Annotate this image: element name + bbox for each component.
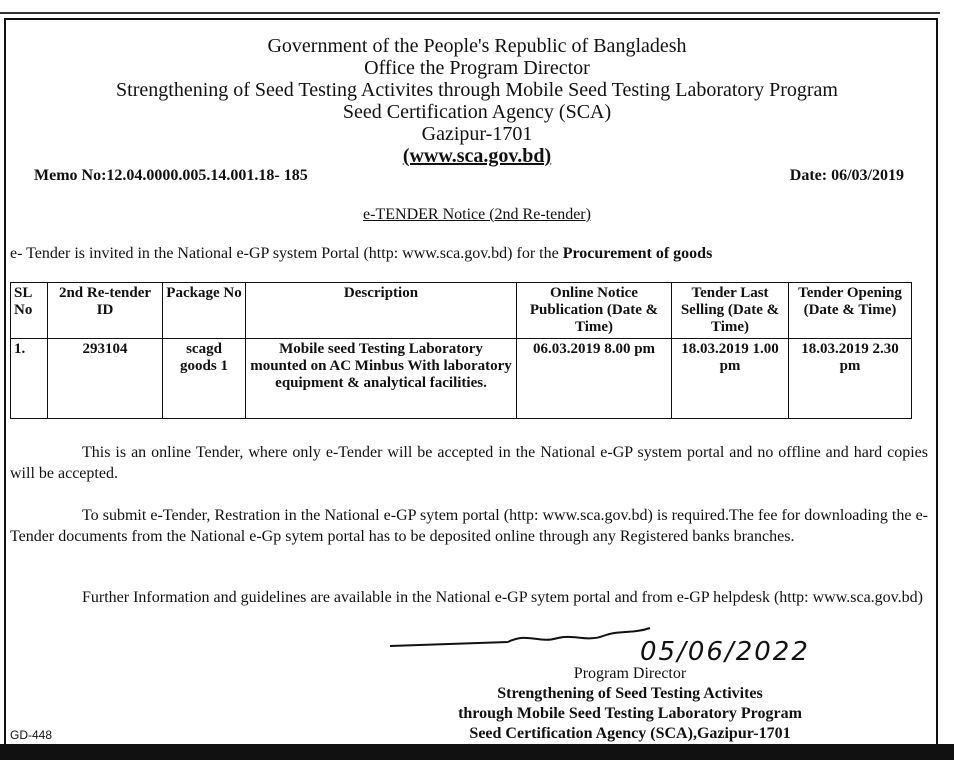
cell-opening: 18.03.2019 2.30 pm — [789, 339, 912, 419]
col-package: Package No — [163, 283, 246, 339]
top-rule — [0, 12, 940, 14]
table-row — [11, 339, 912, 419]
header-line-5: Gazipur-1701 — [421, 123, 533, 145]
cell-last-selling: 18.03.2019 1.00 pm — [672, 339, 789, 419]
signature-line-4: Seed Certification Agency (SCA),Gazipur-1701 — [469, 725, 791, 742]
header-line-4: Seed Certification Agency (SCA) — [342, 101, 612, 123]
bottom-bar — [0, 744, 954, 760]
col-description: Description — [246, 283, 517, 339]
header-line-2: Office the Program Director — [364, 57, 590, 79]
notice-title: e-TENDER Notice (2nd Re-tender) — [363, 206, 591, 223]
memo-number: Memo No:12.04.0000.005.14.001.18- 185 — [34, 167, 308, 184]
header-line-1: Government of the People's Republic of Bangladesh — [267, 35, 687, 57]
intro-text — [10, 245, 712, 263]
paragraph-1 — [10, 442, 928, 484]
paragraph-3-text: Further Information and guidelines are available in the National e-GP sytem portal and from e-GP helpdesk (http: www.sca.gov.bd) — [82, 589, 923, 606]
signature-title: Program Director — [573, 665, 687, 682]
col-id: 2nd Re-tender ID — [48, 283, 163, 339]
tender-table — [10, 282, 912, 419]
intro-bold: Procurement of goods — [562, 245, 713, 262]
paragraph-3 — [10, 587, 928, 608]
table-header-row — [11, 283, 912, 339]
col-last-selling: Tender Last Selling (Date & Time) — [672, 283, 789, 339]
header-website: (www.sca.gov.bd) — [402, 145, 552, 167]
cell-publication: 06.03.2019 8.00 pm — [517, 339, 672, 419]
memo-date: Date: 06/03/2019 — [789, 167, 904, 184]
cell-id: 293104 — [48, 339, 163, 419]
cell-package: scagd goods 1 — [163, 339, 246, 419]
intro-normal: e- Tender is invited in the National e-GP system Portal (http: www.sca.gov.bd) for the — [10, 245, 559, 262]
handwritten-date: 05/06/2022 — [640, 637, 810, 667]
signature-scribble — [388, 622, 668, 658]
col-publication: Online Notice Publication (Date & Time) — [517, 283, 672, 339]
signature-line-2: Strengthening of Seed Testing Activites — [497, 685, 763, 702]
cell-description: Mobile seed Testing Laboratory mounted on AC Minbus With laboratory equipment & analytical facilities. — [246, 339, 517, 419]
col-sl: SL No — [11, 283, 48, 339]
cell-sl: 1. — [11, 339, 48, 419]
col-opening: Tender Opening (Date & Time) — [789, 283, 912, 339]
paragraph-2-text: To submit e-Tender, Restration in the National e-GP sytem portal (http: www.sca.gov.bd) is required.The fee for downloading the e-Tender documents from the National e-Gp sytem portal has to be deposited online through any Registered banks branches. — [10, 507, 928, 545]
signature-line-3: through Mobile Seed Testing Laboratory Program — [458, 705, 802, 722]
paragraph-1-text: This is an online Tender, where only e-Tender will be accepted in the National e-GP system portal and no offline and hard copies will be accepted. — [10, 444, 928, 482]
header-line-3: Strengthening of Seed Testing Activites through Mobile Seed Testing Laboratory Program — [116, 79, 838, 101]
paragraph-2 — [10, 505, 928, 547]
footer-code: GD-448 — [10, 728, 53, 742]
